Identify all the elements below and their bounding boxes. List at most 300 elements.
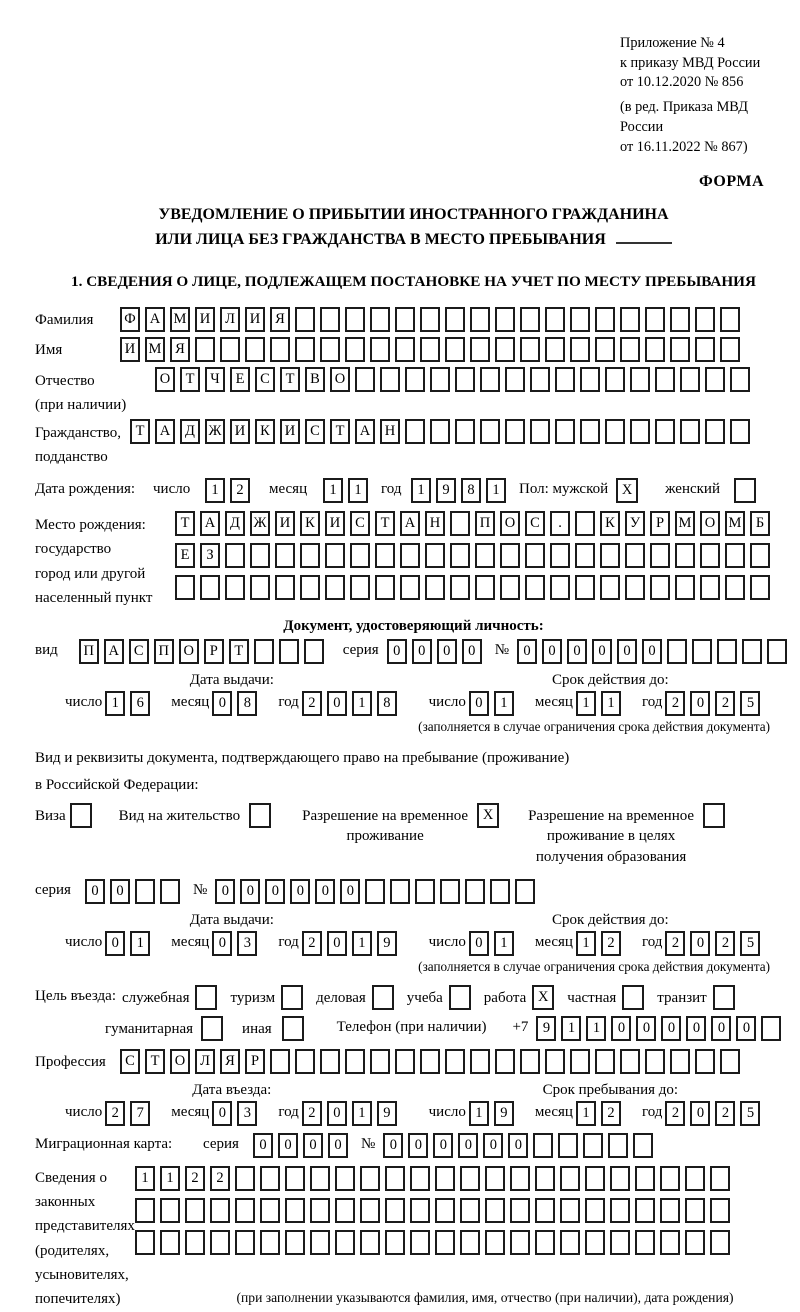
form-cell[interactable]: [450, 575, 470, 600]
form-cell[interactable]: [520, 1049, 540, 1074]
form-cell[interactable]: П: [79, 639, 99, 664]
form-cell[interactable]: 1: [130, 931, 150, 956]
form-cell[interactable]: [295, 1049, 315, 1074]
form-cell[interactable]: 5: [740, 931, 760, 956]
form-cell[interactable]: 0: [469, 931, 489, 956]
form-cell[interactable]: [360, 1198, 380, 1223]
form-cell[interactable]: [510, 1230, 530, 1255]
form-cell[interactable]: [365, 879, 385, 904]
form-cell[interactable]: М: [725, 511, 745, 536]
form-cell[interactable]: [285, 1198, 305, 1223]
form-cell[interactable]: [210, 1198, 230, 1223]
form-cell[interactable]: [335, 1166, 355, 1191]
form-cell[interactable]: А: [200, 511, 220, 536]
form-cell[interactable]: [750, 575, 770, 600]
form-cell[interactable]: 8: [461, 478, 481, 503]
form-cell[interactable]: [730, 419, 750, 444]
form-cell[interactable]: Т: [180, 367, 200, 392]
form-cell[interactable]: [440, 879, 460, 904]
form-cell[interactable]: 1: [411, 478, 431, 503]
form-cell[interactable]: [660, 1198, 680, 1223]
form-cell[interactable]: [695, 1049, 715, 1074]
form-cell[interactable]: [580, 367, 600, 392]
form-cell[interactable]: [400, 575, 420, 600]
form-cell[interactable]: [295, 307, 315, 332]
form-cell[interactable]: И: [325, 511, 345, 536]
form-cell[interactable]: [525, 543, 545, 568]
form-cell[interactable]: [545, 307, 565, 332]
form-cell[interactable]: [435, 1230, 455, 1255]
form-cell[interactable]: [535, 1230, 555, 1255]
form-cell[interactable]: [185, 1230, 205, 1255]
form-cell[interactable]: А: [355, 419, 375, 444]
form-cell[interactable]: [725, 575, 745, 600]
form-cell[interactable]: [510, 1166, 530, 1191]
form-cell[interactable]: [570, 1049, 590, 1074]
form-cell[interactable]: [710, 1230, 730, 1255]
form-cell[interactable]: 0: [327, 691, 347, 716]
form-cell[interactable]: [460, 1166, 480, 1191]
form-cell[interactable]: [270, 1049, 290, 1074]
form-cell[interactable]: [720, 307, 740, 332]
form-cell[interactable]: 2: [715, 1101, 735, 1126]
form-cell[interactable]: [585, 1166, 605, 1191]
form-cell[interactable]: 9: [436, 478, 456, 503]
form-cell[interactable]: [310, 1198, 330, 1223]
form-cell[interactable]: [710, 1166, 730, 1191]
form-cell[interactable]: [470, 1049, 490, 1074]
form-cell[interactable]: З: [200, 543, 220, 568]
form-cell[interactable]: О: [330, 367, 350, 392]
form-cell[interactable]: [430, 419, 450, 444]
form-cell[interactable]: [560, 1198, 580, 1223]
form-cell[interactable]: 2: [210, 1166, 230, 1191]
form-cell[interactable]: [675, 543, 695, 568]
form-cell[interactable]: [505, 419, 525, 444]
form-cell[interactable]: И: [195, 307, 215, 332]
form-cell[interactable]: [533, 1133, 553, 1158]
form-cell[interactable]: [595, 307, 615, 332]
form-cell[interactable]: 0: [483, 1133, 503, 1158]
form-cell[interactable]: [460, 1198, 480, 1223]
form-cell[interactable]: [500, 543, 520, 568]
form-cell[interactable]: [510, 1198, 530, 1223]
form-cell[interactable]: Р: [245, 1049, 265, 1074]
form-cell[interactable]: [730, 367, 750, 392]
form-cell[interactable]: А: [145, 307, 165, 332]
form-cell[interactable]: [645, 1049, 665, 1074]
form-cell[interactable]: [692, 639, 712, 664]
form-cell[interactable]: [300, 575, 320, 600]
form-cell[interactable]: [335, 1230, 355, 1255]
form-cell[interactable]: 3: [237, 931, 257, 956]
form-cell[interactable]: О: [155, 367, 175, 392]
form-cell[interactable]: 1: [576, 691, 596, 716]
form-cell[interactable]: [175, 575, 195, 600]
form-cell[interactable]: [325, 543, 345, 568]
form-cell[interactable]: [767, 639, 787, 664]
form-cell[interactable]: [235, 1198, 255, 1223]
form-cell[interactable]: П: [154, 639, 174, 664]
form-cell[interactable]: [655, 367, 675, 392]
form-cell[interactable]: 1: [576, 1101, 596, 1126]
form-cell[interactable]: [761, 1016, 781, 1041]
form-cell[interactable]: Т: [229, 639, 249, 664]
form-cell[interactable]: 1: [601, 691, 621, 716]
form-cell[interactable]: [385, 1198, 405, 1223]
form-cell[interactable]: Ж: [205, 419, 225, 444]
form-cell[interactable]: Д: [225, 511, 245, 536]
form-cell[interactable]: 0: [508, 1133, 528, 1158]
form-cell[interactable]: 0: [462, 639, 482, 664]
form-cell[interactable]: 1: [352, 931, 372, 956]
form-cell[interactable]: [405, 419, 425, 444]
form-cell[interactable]: [680, 367, 700, 392]
form-cell[interactable]: [610, 1166, 630, 1191]
form-cell[interactable]: Р: [650, 511, 670, 536]
form-cell[interactable]: [195, 985, 217, 1010]
form-cell[interactable]: [620, 307, 640, 332]
form-cell[interactable]: 9: [377, 931, 397, 956]
form-cell[interactable]: [470, 307, 490, 332]
form-cell[interactable]: [254, 639, 274, 664]
form-cell[interactable]: [465, 879, 485, 904]
form-cell[interactable]: [620, 337, 640, 362]
form-cell[interactable]: [260, 1198, 280, 1223]
form-cell[interactable]: [250, 575, 270, 600]
form-cell[interactable]: [475, 543, 495, 568]
form-cell[interactable]: 0: [253, 1133, 273, 1158]
form-cell[interactable]: [310, 1166, 330, 1191]
form-cell[interactable]: [525, 575, 545, 600]
form-cell[interactable]: 0: [240, 879, 260, 904]
form-cell[interactable]: [545, 1049, 565, 1074]
form-cell[interactable]: [185, 1198, 205, 1223]
form-cell[interactable]: 0: [437, 639, 457, 664]
form-cell[interactable]: С: [305, 419, 325, 444]
form-cell[interactable]: [200, 575, 220, 600]
form-cell[interactable]: 1: [135, 1166, 155, 1191]
form-cell[interactable]: 0: [711, 1016, 731, 1041]
form-cell[interactable]: С: [255, 367, 275, 392]
form-cell[interactable]: [480, 419, 500, 444]
form-cell[interactable]: 0: [303, 1133, 323, 1158]
form-cell[interactable]: [530, 419, 550, 444]
form-cell[interactable]: [345, 307, 365, 332]
form-cell[interactable]: [390, 879, 410, 904]
form-cell[interactable]: [667, 639, 687, 664]
form-cell[interactable]: [455, 419, 475, 444]
form-cell[interactable]: 0: [542, 639, 562, 664]
form-cell[interactable]: [400, 543, 420, 568]
form-cell[interactable]: 2: [715, 931, 735, 956]
form-cell[interactable]: [260, 1230, 280, 1255]
form-cell[interactable]: [445, 307, 465, 332]
form-cell[interactable]: [320, 307, 340, 332]
form-cell[interactable]: [345, 1049, 365, 1074]
form-cell[interactable]: [350, 575, 370, 600]
form-cell[interactable]: [595, 337, 615, 362]
form-cell[interactable]: Т: [330, 419, 350, 444]
form-cell[interactable]: Я: [220, 1049, 240, 1074]
form-cell[interactable]: [395, 1049, 415, 1074]
form-cell[interactable]: [385, 1166, 405, 1191]
form-cell[interactable]: X: [532, 985, 554, 1010]
form-cell[interactable]: 0: [736, 1016, 756, 1041]
form-cell[interactable]: [570, 307, 590, 332]
form-cell[interactable]: 2: [302, 691, 322, 716]
form-cell[interactable]: [725, 543, 745, 568]
form-cell[interactable]: 1: [469, 1101, 489, 1126]
form-cell[interactable]: 0: [328, 1133, 348, 1158]
form-cell[interactable]: 1: [494, 691, 514, 716]
form-cell[interactable]: [635, 1198, 655, 1223]
form-cell[interactable]: [435, 1166, 455, 1191]
form-cell[interactable]: 7: [130, 1101, 150, 1126]
form-cell[interactable]: А: [155, 419, 175, 444]
form-cell[interactable]: 0: [212, 931, 232, 956]
form-cell[interactable]: 1: [576, 931, 596, 956]
form-cell[interactable]: 0: [110, 879, 130, 904]
form-cell[interactable]: 2: [715, 691, 735, 716]
form-cell[interactable]: И: [230, 419, 250, 444]
form-cell[interactable]: 1: [205, 478, 225, 503]
form-cell[interactable]: [550, 543, 570, 568]
form-cell[interactable]: [372, 985, 394, 1010]
form-cell[interactable]: [370, 337, 390, 362]
form-cell[interactable]: 0: [212, 1101, 232, 1126]
form-cell[interactable]: И: [120, 337, 140, 362]
form-cell[interactable]: [385, 1230, 405, 1255]
form-cell[interactable]: 0: [412, 639, 432, 664]
form-cell[interactable]: 0: [690, 931, 710, 956]
form-cell[interactable]: 0: [327, 1101, 347, 1126]
form-cell[interactable]: М: [675, 511, 695, 536]
form-cell[interactable]: [410, 1198, 430, 1223]
form-cell[interactable]: [220, 337, 240, 362]
form-cell[interactable]: 0: [340, 879, 360, 904]
form-cell[interactable]: 0: [85, 879, 105, 904]
form-cell[interactable]: Я: [170, 337, 190, 362]
form-cell[interactable]: [720, 1049, 740, 1074]
form-cell[interactable]: С: [525, 511, 545, 536]
form-cell[interactable]: 1: [105, 691, 125, 716]
form-cell[interactable]: [420, 1049, 440, 1074]
form-cell[interactable]: [535, 1198, 555, 1223]
form-cell[interactable]: [450, 543, 470, 568]
form-cell[interactable]: 0: [278, 1133, 298, 1158]
form-cell[interactable]: [285, 1166, 305, 1191]
form-cell[interactable]: Ж: [250, 511, 270, 536]
form-cell[interactable]: 2: [665, 1101, 685, 1126]
form-cell[interactable]: [670, 307, 690, 332]
form-cell[interactable]: [605, 367, 625, 392]
form-cell[interactable]: [195, 337, 215, 362]
form-cell[interactable]: [295, 337, 315, 362]
form-cell[interactable]: [425, 543, 445, 568]
form-cell[interactable]: С: [350, 511, 370, 536]
form-cell[interactable]: [620, 1049, 640, 1074]
form-cell[interactable]: [345, 337, 365, 362]
form-cell[interactable]: X: [477, 803, 499, 828]
form-cell[interactable]: 0: [433, 1133, 453, 1158]
form-cell[interactable]: 1: [160, 1166, 180, 1191]
form-cell[interactable]: [580, 419, 600, 444]
form-cell[interactable]: [70, 803, 92, 828]
form-cell[interactable]: У: [625, 511, 645, 536]
form-cell[interactable]: [281, 985, 303, 1010]
form-cell[interactable]: [210, 1230, 230, 1255]
form-cell[interactable]: [545, 337, 565, 362]
form-cell[interactable]: О: [170, 1049, 190, 1074]
form-cell[interactable]: С: [120, 1049, 140, 1074]
form-cell[interactable]: [485, 1230, 505, 1255]
form-cell[interactable]: [555, 419, 575, 444]
form-cell[interactable]: [360, 1230, 380, 1255]
form-cell[interactable]: 2: [302, 1101, 322, 1126]
form-cell[interactable]: [535, 1166, 555, 1191]
form-cell[interactable]: [160, 1198, 180, 1223]
form-cell[interactable]: [660, 1230, 680, 1255]
form-cell[interactable]: Т: [130, 419, 150, 444]
form-cell[interactable]: [275, 575, 295, 600]
form-cell[interactable]: [279, 639, 299, 664]
form-cell[interactable]: [355, 367, 375, 392]
form-cell[interactable]: [430, 367, 450, 392]
form-cell[interactable]: [245, 337, 265, 362]
form-cell[interactable]: [670, 337, 690, 362]
form-cell[interactable]: Р: [204, 639, 224, 664]
form-cell[interactable]: [575, 575, 595, 600]
form-cell[interactable]: [249, 803, 271, 828]
form-cell[interactable]: [395, 307, 415, 332]
form-cell[interactable]: [375, 543, 395, 568]
form-cell[interactable]: [320, 337, 340, 362]
form-cell[interactable]: [660, 1166, 680, 1191]
form-cell[interactable]: 0: [408, 1133, 428, 1158]
form-cell[interactable]: А: [400, 511, 420, 536]
form-cell[interactable]: М: [170, 307, 190, 332]
form-cell[interactable]: Ч: [205, 367, 225, 392]
form-cell[interactable]: 0: [642, 639, 662, 664]
form-cell[interactable]: [610, 1230, 630, 1255]
form-cell[interactable]: [320, 1049, 340, 1074]
form-cell[interactable]: 8: [377, 691, 397, 716]
form-cell[interactable]: 9: [377, 1101, 397, 1126]
form-cell[interactable]: [650, 575, 670, 600]
form-cell[interactable]: [415, 879, 435, 904]
form-cell[interactable]: [420, 307, 440, 332]
form-cell[interactable]: К: [300, 511, 320, 536]
form-cell[interactable]: [310, 1230, 330, 1255]
form-cell[interactable]: [530, 367, 550, 392]
form-cell[interactable]: [495, 337, 515, 362]
form-cell[interactable]: [455, 367, 475, 392]
form-cell[interactable]: [685, 1198, 705, 1223]
form-cell[interactable]: 0: [458, 1133, 478, 1158]
form-cell[interactable]: [395, 337, 415, 362]
form-cell[interactable]: [285, 1230, 305, 1255]
form-cell[interactable]: [625, 575, 645, 600]
form-cell[interactable]: 2: [230, 478, 250, 503]
form-cell[interactable]: [734, 478, 756, 503]
form-cell[interactable]: 1: [486, 478, 506, 503]
form-cell[interactable]: [585, 1230, 605, 1255]
form-cell[interactable]: [705, 419, 725, 444]
form-cell[interactable]: 0: [661, 1016, 681, 1041]
form-cell[interactable]: [380, 367, 400, 392]
form-cell[interactable]: [225, 575, 245, 600]
form-cell[interactable]: [420, 337, 440, 362]
form-cell[interactable]: [713, 985, 735, 1010]
form-cell[interactable]: 8: [237, 691, 257, 716]
form-cell[interactable]: [460, 1230, 480, 1255]
form-cell[interactable]: 0: [265, 879, 285, 904]
form-cell[interactable]: [235, 1230, 255, 1255]
form-cell[interactable]: [585, 1198, 605, 1223]
form-cell[interactable]: [201, 1016, 223, 1041]
form-cell[interactable]: 0: [215, 879, 235, 904]
form-cell[interactable]: [750, 543, 770, 568]
form-cell[interactable]: [450, 511, 470, 536]
form-cell[interactable]: [695, 307, 715, 332]
form-cell[interactable]: 3: [237, 1101, 257, 1126]
form-cell[interactable]: [633, 1133, 653, 1158]
form-cell[interactable]: [160, 879, 180, 904]
form-cell[interactable]: 2: [302, 931, 322, 956]
form-cell[interactable]: [555, 367, 575, 392]
form-cell[interactable]: [275, 543, 295, 568]
form-cell[interactable]: 2: [185, 1166, 205, 1191]
form-cell[interactable]: Т: [280, 367, 300, 392]
form-cell[interactable]: .: [550, 511, 570, 536]
form-cell[interactable]: [325, 575, 345, 600]
form-cell[interactable]: К: [255, 419, 275, 444]
form-cell[interactable]: [625, 543, 645, 568]
form-cell[interactable]: И: [280, 419, 300, 444]
form-cell[interactable]: [490, 879, 510, 904]
form-cell[interactable]: [520, 337, 540, 362]
form-cell[interactable]: [600, 543, 620, 568]
form-cell[interactable]: [360, 1166, 380, 1191]
form-cell[interactable]: [630, 367, 650, 392]
form-cell[interactable]: [700, 543, 720, 568]
form-cell[interactable]: 2: [665, 691, 685, 716]
form-cell[interactable]: [695, 337, 715, 362]
form-cell[interactable]: [480, 367, 500, 392]
form-cell[interactable]: [425, 575, 445, 600]
form-cell[interactable]: Ф: [120, 307, 140, 332]
form-cell[interactable]: [558, 1133, 578, 1158]
form-cell[interactable]: 0: [105, 931, 125, 956]
form-cell[interactable]: [685, 1230, 705, 1255]
form-cell[interactable]: И: [245, 307, 265, 332]
form-cell[interactable]: [710, 1198, 730, 1223]
form-cell[interactable]: [645, 307, 665, 332]
form-cell[interactable]: [635, 1166, 655, 1191]
form-cell[interactable]: [505, 367, 525, 392]
form-cell[interactable]: [515, 879, 535, 904]
form-cell[interactable]: X: [616, 478, 638, 503]
form-cell[interactable]: 0: [327, 931, 347, 956]
form-cell[interactable]: [410, 1230, 430, 1255]
form-cell[interactable]: [575, 543, 595, 568]
form-cell[interactable]: [717, 639, 737, 664]
form-cell[interactable]: 0: [592, 639, 612, 664]
form-cell[interactable]: [570, 337, 590, 362]
form-cell[interactable]: 0: [617, 639, 637, 664]
form-cell[interactable]: 0: [383, 1133, 403, 1158]
